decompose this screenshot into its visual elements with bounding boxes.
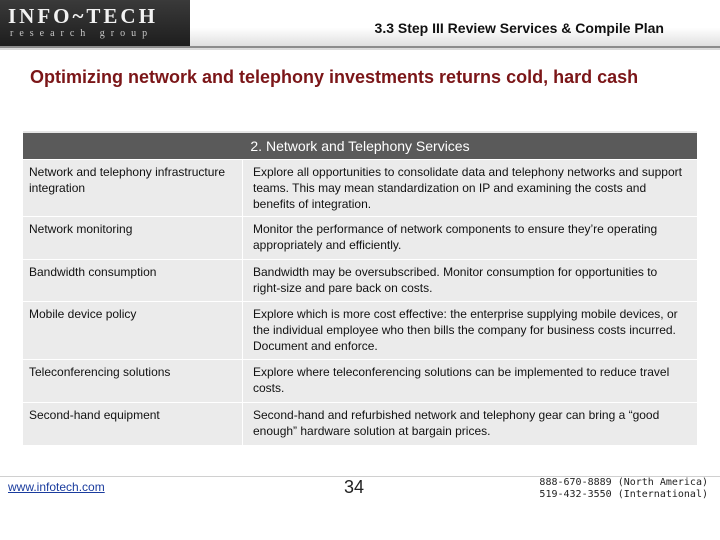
contact-phones [539, 477, 708, 501]
table-row [23, 216, 697, 259]
service-description: Bandwidth may be oversubscribed. Monitor consumption for opportunities to right-size and pare back on costs. [253, 265, 658, 295]
service-description: Explore where teleconferencing solutions can be implemented to reduce travel costs. [253, 365, 670, 395]
service-description: Second-hand and refurbished network and telephony gear can bring a “good enough” hardware solution at bargain prices. [253, 408, 660, 438]
slide-title: Optimizing network and telephony investments returns cold, hard cash [30, 67, 639, 87]
logo-main-text: INFO~TECH [8, 4, 158, 28]
phone-international: 519-432-3550 (International) [539, 489, 708, 500]
service-item: Network and telephony infrastructure integration [23, 160, 243, 216]
website-link[interactable]: www.infotech.com [8, 480, 105, 494]
service-description: Monitor the performance of network components to ensure they’re operating appropriately and efficiently. [253, 222, 658, 252]
table-row [23, 259, 697, 301]
table-row [23, 301, 697, 359]
services-table [23, 131, 697, 445]
logo-sub-text: research group [10, 28, 154, 39]
service-item: Bandwidth consumption [23, 260, 243, 301]
service-item: Network monitoring [23, 217, 243, 259]
service-item: Second-hand equipment [23, 403, 243, 445]
service-item: Mobile device policy [23, 302, 243, 359]
table-row [23, 359, 697, 402]
page-number: 34 [344, 477, 365, 497]
header [0, 0, 720, 50]
phone-north-america: 888-670-8889 (North America) [539, 477, 708, 488]
service-description: Explore all opportunities to consolidate data and telephony networks and support teams. This may mean standardization on IP and examining the costs and benefits of integration. [253, 165, 682, 211]
table-row [23, 159, 697, 216]
table-heading: 2. Network and Telephony Services [23, 131, 697, 159]
service-description: Explore which is more cost effective: the enterprise supplying mobile devices, or the individual employee who then bills the company for business costs incurred. Document and enforce. [253, 307, 678, 353]
table-row [23, 402, 697, 445]
section-label: 3.3 Step III Review Services & Compile Plan [374, 20, 664, 36]
header-divider [0, 46, 720, 48]
service-item: Teleconferencing solutions [23, 360, 243, 402]
infotech-logo[interactable] [0, 0, 190, 46]
